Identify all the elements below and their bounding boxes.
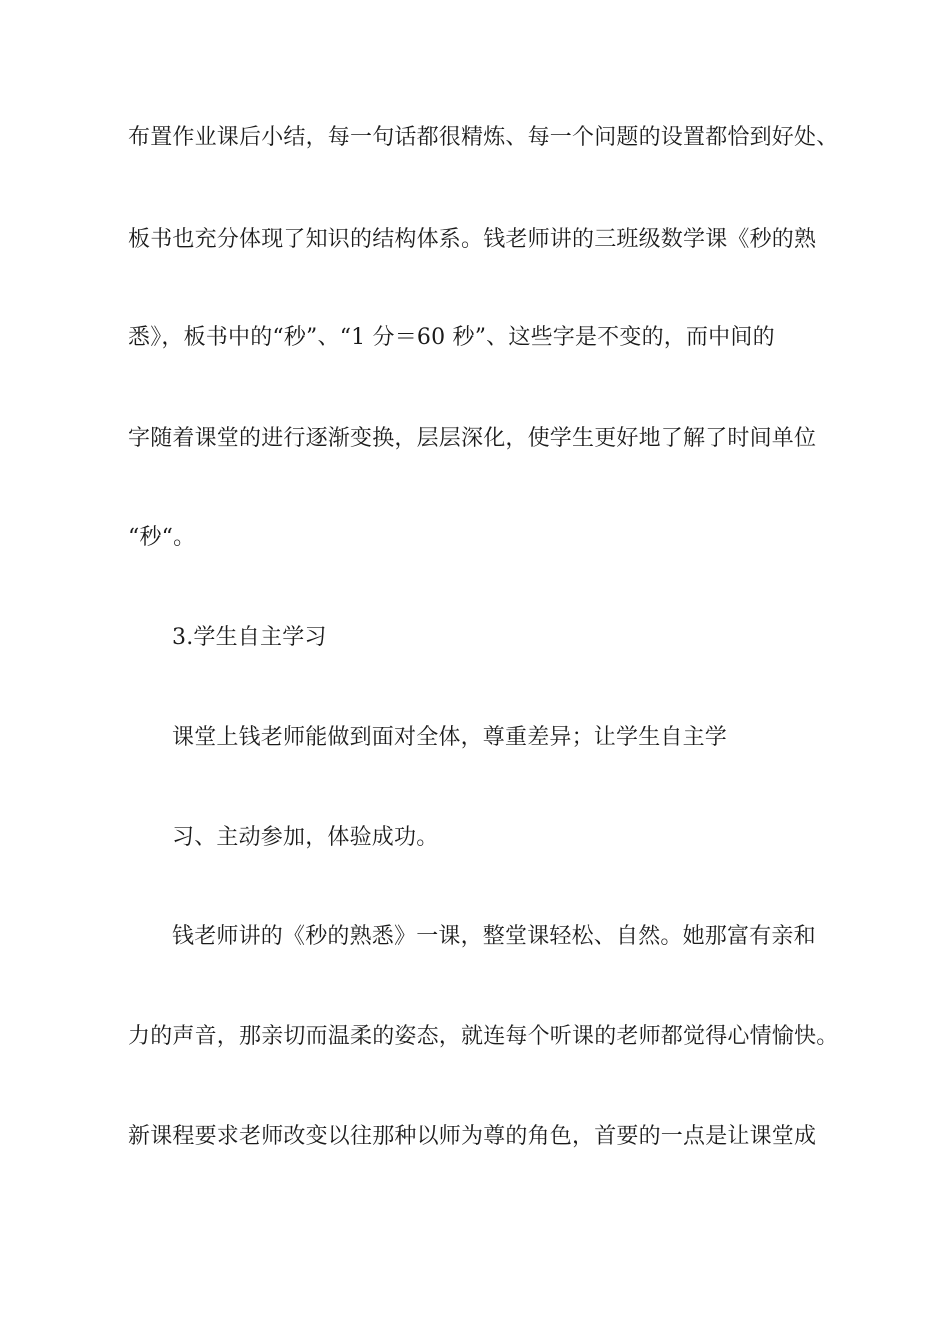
paragraph-line-7: 习、主动参加，体验成功。 bbox=[172, 825, 439, 850]
paragraph-line-3: 悉》，板书中的“秒”、“1 分＝60 秒”、这些字是不变的，而中间的 bbox=[128, 325, 775, 350]
paragraph-line-1: 布置作业课后小结，每一句话都很精炼、每一个问题的设置都恰到好处、 bbox=[128, 125, 839, 150]
paragraph-line-10: 新课程要求老师改变以往那种以师为尊的角色，首要的一点是让课堂成 bbox=[128, 1124, 817, 1149]
paragraph-line-5: “秒“。 bbox=[128, 525, 196, 550]
paragraph-line-9: 力的声音，那亲切而温柔的姿态，就连每个听课的老师都觉得心情愉快。 bbox=[128, 1024, 839, 1049]
paragraph-line-2: 板书也充分体现了知识的结构体系。钱老师讲的三班级数学课《秒的熟 bbox=[128, 227, 817, 252]
paragraph-line-4: 字随着课堂的进行逐渐变换，层层深化，使学生更好地了解了时间单位 bbox=[128, 426, 817, 451]
section-heading: 3.学生自主学习 bbox=[172, 625, 327, 650]
paragraph-line-6: 课堂上钱老师能做到面对全体，尊重差异；让学生自主学 bbox=[172, 725, 728, 750]
paragraph-line-8: 钱老师讲的《秒的熟悉》一课，整堂课轻松、自然。她那富有亲和 bbox=[172, 924, 816, 949]
